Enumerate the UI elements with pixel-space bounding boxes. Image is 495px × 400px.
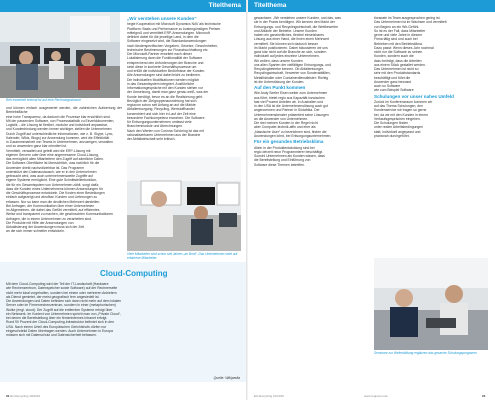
text-line: auch so Software xyxy=(374,84,401,88)
text-line: Entsorgungs- und Recyclingwirtschaft, die Wettbewerbe xyxy=(254,24,338,29)
text-line: in den USA ist die Unternehmenslösung auch gut xyxy=(254,104,328,109)
text-line: Server oder im Firmenrechenzentrum, sondern in einer (metaphorischen) xyxy=(6,303,116,308)
text-line: statt, individuell angepasst und xyxy=(374,129,421,134)
text-line: Die Software-Oberfläche ist übersichtlich, was natürlich für die xyxy=(6,161,100,166)
text-line: Aktualisierung der Anwendungen muss sich der Zeit xyxy=(6,225,85,229)
right-page xyxy=(248,0,495,400)
text-line: Kundenservice wir tragen so gerne xyxy=(374,108,427,113)
text-line: Kunden, sondern auch die xyxy=(374,54,414,59)
right-body-text xyxy=(127,15,241,155)
left-page xyxy=(0,0,247,400)
text-line: mittelgroß und vermittelt ERP-Anwendungen. Microsoft xyxy=(127,30,210,35)
left-section-label: Titelthema xyxy=(0,0,247,12)
text-line: sehr mit den Produktstandards xyxy=(374,71,421,76)
right-page-number: 23 xyxy=(482,394,486,398)
text-line: Wir wollen, dass unsere Kunden xyxy=(254,58,303,63)
text-line: Software eingesetzt wird, die Standardanwendungen xyxy=(127,39,207,44)
text-line: eingeschränkt Daten übertragen werden. Auch Unternehmen in Europa xyxy=(6,328,113,333)
right-photo-caption: Seminare zur Weiterbildung ergänzen das gesamte Schulungsprogramm xyxy=(374,351,477,355)
text-line: „klassische User“ zu bezeichnen sind, finden die xyxy=(254,129,327,134)
right-footer-url: www.regiocom.de xyxy=(364,394,388,398)
text-line: in Zusammenarbeit von Teams in Unternehmen, anzuzeigen, verwalten xyxy=(6,140,113,144)
text-line: gerne und viele Jahre in diesem xyxy=(374,33,423,37)
text-line: Allein in der Produktentwicklung sind bei xyxy=(254,145,315,150)
text-line: entsprechend den Anforderungen der Branche und xyxy=(127,60,204,65)
text-line: Nach den Werten von Corinna Schöning ist das mit xyxy=(127,128,204,133)
text-line: besondere Fachkompetenz erworben. Die Software xyxy=(127,115,205,120)
text-line: Plattform: Basis und Performance zu kostengünstigen Preisen xyxy=(127,26,221,31)
text-line: in das Gesamtsystem integriert. Ausführliche xyxy=(127,81,195,86)
text-line: definiert dabei für die jeweilige Land, in dem die xyxy=(127,35,199,40)
text-line: angenommen und Partner in Südafrika. Der xyxy=(254,108,320,113)
text-line: die Bereitstellung und Einführung von xyxy=(254,158,311,163)
text-line: auf das Thema Schulungen, den xyxy=(374,104,423,109)
text-line: individuell auf jedes einzelne Unternehmen. xyxy=(254,54,320,59)
text-line: Wie Andy Seeler Eisen weiter zum Unternehmen xyxy=(254,91,328,96)
text-line: Zurück im Konferenzraum kommen wir xyxy=(374,99,433,104)
text-line: technische Bestimmungen zur Finanzbuchhaltung etc. xyxy=(127,47,209,52)
cloud-text xyxy=(6,282,241,380)
text-line: Der Microsoft-Partner erweitert nach dieser xyxy=(127,52,192,57)
text-line: Lösung aus einer Hand, die ihnen einen Mehrwert xyxy=(254,37,330,42)
text-line: Die Schulungen finden xyxy=(374,121,409,126)
text-line: sie in der Praxis benötigen. Wir kennen den Markt der xyxy=(254,20,335,25)
text-line: wie zum Beispiel Software xyxy=(374,88,414,93)
text-line: regiocom schon seit Anfang an auf die Märkte xyxy=(127,103,196,108)
text-line: USA. Nach einem Urteil des Europäischen Gerichtshofs dürfen nur xyxy=(6,324,107,329)
text-line: Logistik – die Lösung ist flexibel, modular und individuell anpassbar, xyxy=(6,123,108,127)
text-line: unter realen Arbeitsbedingungen xyxy=(374,125,424,130)
office-photo-top xyxy=(0,12,120,98)
text-line: Metallhändler oder Containerdienstleister: Richtig xyxy=(254,75,329,80)
text-line: vermittelt. Sie können sich dadurch besser xyxy=(254,41,318,46)
subheading: Schulungen vor unser nahes Umfeld xyxy=(374,93,454,99)
text-line: Anfragen, die in einem Unternehmen zu verarbeiten sind. xyxy=(6,216,92,221)
text-line: Informationsgespräche mit den Kunden stehen vor xyxy=(127,86,203,91)
text-line: Die individuellen Modifikationen werden möglich xyxy=(127,77,200,82)
text-line: an die sich immer schneller entwickeln. xyxy=(6,229,65,234)
text-line: nicht mehr lokal vorgehalten, sondern bei einem oder mehreren Anbietern xyxy=(6,290,117,295)
text-line: Branchenmodule und Abrechnungen. xyxy=(127,124,183,129)
text-line: gewachsen: „Wir verstehen unsere Kunden, und das, was xyxy=(254,16,341,20)
text-line: Anwender direkt nachvollziehbar ist. Das Programm xyxy=(6,165,85,170)
text-line: Bei Anfragen, der Kommunikation über einer Unternehmen xyxy=(6,203,95,208)
text-line: Das Unternehmen ist nicht so xyxy=(374,67,419,71)
text-line: nicht nur die Software zu seinen xyxy=(374,50,423,54)
left-footer xyxy=(6,394,40,398)
left-page-number: 22 xyxy=(6,394,10,398)
left-footer-text: EU-Recycling 10/2016 xyxy=(10,394,41,398)
text-line: erfassen. Nur so kann man die deutlichen Mehrwert darstellen. xyxy=(6,199,101,204)
text-line: nach länderspezifischen Vorgaben, Gesetze, Gewohnheiten, xyxy=(127,43,219,48)
text-line: eigenen Servern oder über eine angemessene Cloud-Lösung, xyxy=(6,152,99,157)
subheading: Auf den Punkt kommen xyxy=(254,85,306,90)
text-line: rationalisierbaren Unternehmen aus der Branche xyxy=(127,132,201,137)
text-line: uns allen Sparten der vielfältigen Entsorgungs- und xyxy=(254,62,331,67)
text-line: und können einfach ausgewertet werden, die zahlreichen Aufwertung der Betriebsfläche xyxy=(6,106,122,115)
text-line: Recyclingwirtschaft, Verwerter von Sonderabfällen, xyxy=(254,71,331,76)
text-line: Das Unternehmen ist im Wachsen und vermittelt xyxy=(374,20,447,25)
text-line: Anwender ganz bewusst xyxy=(374,79,411,84)
text-line: Anwendungen lohnt, bei Entsorgungsunternehmen. xyxy=(254,133,332,138)
photo-caption-bottom: Viele Mitarbeiter sind schon seit Jahren „an Bord“. Das Unternehmen setzt auf erfahrene Mitarbeiter. xyxy=(127,252,238,260)
text-line: aus führt, bietet regio aus Kapazität inzwischen xyxy=(254,95,325,100)
text-line: Recyclingbetriebe kennen. Ob Abfallentsorger, xyxy=(254,67,324,71)
text-line: regio derzeit neun Programmierer beschäftigt. xyxy=(254,149,323,154)
text-line: Die Produkte mit Hilfe der Anwendungen von xyxy=(6,220,74,225)
text-line: Wolke (engl. cloud). Der Zugriff auf die entfernten Systeme erfolgt über xyxy=(6,307,113,312)
text-line: der Umsetzung, damit man ganz genau weiß, was der xyxy=(127,90,209,95)
text-line: im Allgemeinen, die dabei das Gefühl vermittelt, auf effizientes xyxy=(6,208,100,212)
text-line: So ist es der Fall, dass Mitarbeiter xyxy=(374,28,426,33)
text-line: Dazu passt: Wenn dieses Jahr nochmal xyxy=(374,45,434,50)
text-line: Sowohl Unternehmen als Kunden wissen, dass xyxy=(254,154,325,159)
right-footer xyxy=(254,394,489,398)
text-line: praxisnah durchgeführt. xyxy=(374,133,410,138)
right-col2-text xyxy=(374,16,488,256)
text-line: Durch Zugriff auf unterschiedliche Informationen, wie z. B. Skype, Lync, xyxy=(6,131,114,136)
text-line: Software diese Themen betreffen. xyxy=(254,162,305,167)
text-line: fast viel Prozent Anteilen ab. In Australien und xyxy=(254,99,323,104)
text-line: hegte Kooperation mit Microsoft Dynamics NAV als technische xyxy=(127,22,221,27)
text-line: unterstützt den Datenaustausch, wie er in den Unternehmen xyxy=(6,169,97,174)
text-line: dazu beiträgt, dass die Arbeiten xyxy=(374,58,422,63)
text-line: ganz klar nicht auf die Branche an sich, sondern xyxy=(254,50,327,54)
text-line: im Markt positionieren. Dabei fokussieren wir uns xyxy=(254,45,328,50)
text-line: und Kundenbindung werden immer wichtiger, stellen die Unternehmen xyxy=(6,127,112,132)
text-line: ist die Unterstützung der Kunden. xyxy=(254,79,305,84)
text-line: haben ein ganzheitliches, flexibel einsetzbares xyxy=(254,33,324,37)
text-line: beschäftigt und führt die xyxy=(374,75,411,80)
right-col1-text xyxy=(254,16,368,386)
right-section-label: Titelthema xyxy=(248,0,495,12)
subheading: Für ein gesundes Betriebsklima xyxy=(254,139,324,145)
text-line: von Beginn an ein Wir-Gefühl. xyxy=(374,24,420,29)
text-line: Weise und transparent zu machen, die gewünschten Kommunikationen xyxy=(6,212,113,217)
text-line: Lokalisierung dann die Funktionalität der Software xyxy=(127,56,203,61)
column-heading: „Wir verstehen unsere Kunden“ xyxy=(127,16,197,21)
text-line: Die drei meinen Kunden in der Regel nicht xyxy=(254,121,318,126)
meeting-photo xyxy=(374,258,488,350)
text-line: dass die Kunden eines Unternehmens können Anwendungen für xyxy=(6,186,103,191)
text-line: ein Netzwerk. Im Kontext von Unternehmen spricht man von „Private Cloud“, xyxy=(6,311,121,316)
text-line: als Dienst gemietet, der meist geografisch fern angesiedelt ist. xyxy=(6,294,100,299)
office-photo-bottom xyxy=(127,157,241,251)
text-line: aus einem Stück gestaltet werden. xyxy=(374,62,426,67)
text-line: tionsrate im Team ausgesprochen gering ist. xyxy=(374,16,441,20)
text-line: Kalender, Wikis, Blogs) zur Anwendung kommen, wird die Effektivität xyxy=(6,135,110,140)
text-line: Kunde benötigt, bevor es an die Realisierung geht. xyxy=(127,94,204,99)
right-footer-text: EU-Recycling 10/2016 xyxy=(254,394,284,398)
text-line: an die Anwender von Unternehmen. xyxy=(254,116,309,121)
cloud-title: Cloud-Computing xyxy=(100,269,168,278)
text-line: eigene Systeme ermöglicht. Eine gute Schnittstellenfunktion, xyxy=(6,178,98,183)
text-line: Mit der passenden Software, von Prozessstatistik zu Einzeldokumenten, xyxy=(6,118,115,123)
text-line: konzentriert und sich hier in Lauf der Zeit eine xyxy=(127,111,196,116)
text-line: aber Computer-technik-affin und eher als xyxy=(254,125,316,130)
text-line: und zu anwenden ganz klar orientiert ist. xyxy=(6,144,67,149)
text-line: Mit dem Cloud-Computing wird der Teil der IT-Landschaft (Hardware xyxy=(6,282,109,286)
text-line: Rund 90 Prozent der Cloud-Computing-Infrastruktur befindet sich in den xyxy=(6,320,114,325)
text-line: Die Anwendungen und Daten befinden sich dann nicht mehr auf dem lokalen xyxy=(6,299,122,303)
text-line: bei denen die Bereitstellung über ein firmeninternes Intranet erfolgt. xyxy=(6,316,108,320)
text-line: Alle Anwendungen sind dabei leicht zu bedienen. xyxy=(127,73,201,78)
photo-caption-top: Wer essentiell erstmal ist auf eine Rechnungsstrasse xyxy=(6,98,81,102)
text-line: Abfallentsorgung, Recycling, Wertstoffhandel xyxy=(127,107,195,112)
text-line: Vermittelt, verwaltet und geteilt wird die ERP-Lösung mit xyxy=(6,148,91,153)
text-line: Unternehmensberater präsentiert seine Lösungen xyxy=(254,112,329,117)
text-line: das ermöglicht allen Mitarbeitern den Zugriff auf sämtliche Daten. xyxy=(6,157,104,161)
text-line: gebraucht wird, was auch unternehmensweite Zugriffe auf xyxy=(6,174,94,178)
text-line: und erfüllt die individuellen Bedürfnisse der Kunden. xyxy=(127,69,206,74)
text-line: Bezüglich der Zielgruppenausrichtung hat sich xyxy=(127,98,197,103)
text-line: die Geschäftsprozesse entwickeln. Die Kosten einer Bestellungen xyxy=(6,191,105,195)
text-line: und Abläufe der Betriebe. Unsere Kunden xyxy=(254,28,317,33)
text-line: der Abfallwirtschaft sehr kritisch. xyxy=(127,137,176,142)
text-line: für Entsorgungsunternehmen umfasst viele xyxy=(127,120,192,125)
text-line: Verkaufsgesprächen eingehen. xyxy=(374,116,421,121)
cloud-source: Quelle: Wikipedia xyxy=(213,376,240,380)
text-line: eine hohe Transparenz, da dadurch die Prozesse klar ersichtlich sind. xyxy=(6,114,111,119)
text-line: müssen sich mit Datenschutz und Datensicherheit befassen. xyxy=(6,333,97,337)
text-line: einfach aufgezeigt und abrufbar. Kunden und Lieferungen zu xyxy=(6,195,98,200)
text-line: setzt diese in konkrete Geschäftsprozesse um xyxy=(127,64,197,69)
text-line: Betrieben mit den Betriebsklima. xyxy=(374,41,423,46)
text-line: die für ein Gesamtsystem von Unternehmen zählt, sorgt dafür, xyxy=(6,182,100,187)
text-line: Firma tätig sind und auch bei xyxy=(374,37,418,42)
text-line: wie Rechenzentrum, Datenspeicher sowie Software) auf der Rechnerseite xyxy=(6,286,118,291)
text-line: bei, da wir mit den Kunden in einem xyxy=(374,112,428,117)
